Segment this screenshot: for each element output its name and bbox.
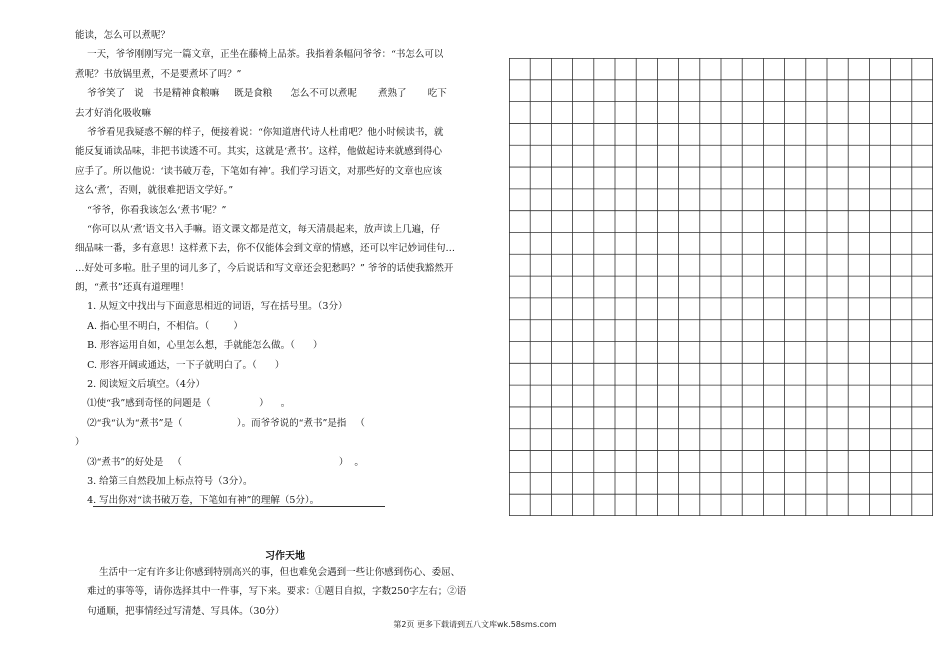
reading-line: 能读，怎么可以煮呢？ bbox=[75, 30, 171, 41]
reading-line: 4. 写出你对“读书破万卷，下笔如有神”的理解（5分）。 bbox=[75, 495, 320, 507]
reading-line: “你可以从‘煮’语文书入手嘛。语文课文都是范文，每天清晨起来，放声读上几遍，仔 bbox=[75, 223, 440, 235]
reading-passage bbox=[75, 26, 495, 511]
reading-line: 2. 阅读短文后填空。（4分） bbox=[75, 379, 205, 391]
composition-line: 句通顺，把事情经过写清楚、写具体。（30分） bbox=[75, 605, 285, 617]
reading-line: 1. 从短文中找出与下面意思相近的词语，写在括号里。（3分） bbox=[75, 301, 348, 313]
reading-line: …好处可多啦。肚子里的词儿多了，今后说话和写文章还会犯愁吗？” 爷爷的话使我豁然开 bbox=[75, 262, 454, 274]
reading-line: B. 形容运用自如，心里怎么想，手就能怎么做。（ ） bbox=[75, 340, 323, 352]
composition-title: 习作天地 bbox=[265, 551, 305, 562]
reading-line: A. 指心里不明白，不相信。（ ） bbox=[75, 320, 243, 332]
reading-line: 一天，爷爷刚刚写完一篇文章，正坐在藤椅上品茶。我指着条幅问爷爷：“书怎么可以 bbox=[75, 49, 444, 61]
reading-line: 去才好消化吸收嘛 bbox=[75, 107, 152, 119]
writing-grid[interactable] bbox=[509, 58, 933, 516]
reading-line: 细品味一番，多有意思！这样煮下去，你不仅能体会到文章的情感，还可以牢记妙词佳句… bbox=[75, 243, 456, 255]
page-footer: 第2页 更多下载请到五八文库wk.58sms.com bbox=[393, 620, 557, 629]
reading-line: 朗，“煮书”还真有道理哩！ bbox=[75, 282, 190, 294]
reading-line: 应手了。所以他说：‘读书破万卷，下笔如有神’。我们学习语文，对那些好的文章也应该 bbox=[75, 165, 443, 177]
reading-line: 这么‘煮’，否则，就很难把语文学好。” bbox=[75, 185, 234, 197]
composition-prompt bbox=[75, 563, 495, 621]
reading-line: ） bbox=[75, 437, 85, 449]
composition-line: 生活中一定有许多让你感到特别高兴的事，但也难免会遇到一些让你感到伤心、委屈、 bbox=[75, 567, 461, 578]
reading-line: ⑴使“我”感到奇怪的问题是（ ） 。 bbox=[75, 398, 291, 410]
reading-line: C. 形容开阔或通达，一下子就明白了。（ ） bbox=[75, 359, 285, 371]
reading-line: “爷爷，你看我该怎么‘煮书’呢？” bbox=[75, 204, 227, 216]
reading-line: ⑵“我“认为“煮书”是（ ）。而爷爷说的“煮书”是指 （ bbox=[75, 417, 365, 429]
composition-line: 难过的事等等，请你选择其中一件事，写下来。要求：①题目自拟，字数250字左右；②语 bbox=[75, 586, 467, 598]
writing-grid-svg bbox=[509, 58, 933, 516]
reading-line: 爷爷笑了 说 书是精神食粮嘛 既是食粮 怎么不可以煮呢 煮熟了 吃下 bbox=[75, 88, 447, 100]
reading-line: 能反复诵读品味，非把书读透不可。其实，这就是‘煮书’。这样，他做起诗来就感到得心 bbox=[75, 146, 443, 158]
reading-line: 爷爷看见我疑惑不解的样子，便接着说：“你知道唐代诗人杜甫吧？他小时候读书，就 bbox=[75, 126, 444, 138]
reading-line: ⑶“煮书”的好处是 （ ） 。 bbox=[75, 456, 364, 468]
answer-line bbox=[93, 506, 385, 507]
reading-line: 煮呢？书放锅里煮，不是要煮坏了吗？” bbox=[75, 68, 242, 80]
reading-line: 3. 给第三自然段加上标点符号（3分）。 bbox=[75, 475, 253, 487]
